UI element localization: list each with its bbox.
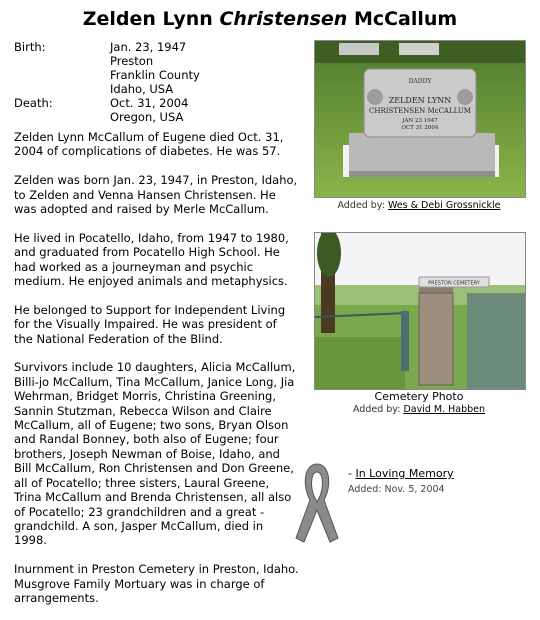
in-loving-memory-link[interactable]: In Loving Memory <box>355 467 454 480</box>
svg-text:OCT 31 2004: OCT 31 2004 <box>401 125 439 131</box>
page-title: Zelden Lynn Christensen McCallum <box>82 8 458 30</box>
photo1-contributor-link[interactable]: Wes & Debi Grossnickle <box>387 200 501 211</box>
cemetery-image <box>315 233 525 389</box>
bio-paragraph: Zelden Lynn McCallum of Eugene died Oct. 31, 2004 of complications of diabetes. He was 57. <box>14 130 284 159</box>
birth-county: Franklin County <box>110 68 200 82</box>
svg-text:CHRISTENSEN McCALLUM: CHRISTENSEN McCALLUM <box>369 107 471 115</box>
cemetery-photo[interactable] <box>314 232 526 390</box>
svg-text:DADDY: DADDY <box>408 78 432 85</box>
death-label: Death: <box>14 96 53 110</box>
death-date: Oct. 31, 2004 <box>110 96 189 110</box>
death-row <box>14 96 200 124</box>
birth-state: Idaho, USA <box>110 82 174 96</box>
headstone-photo[interactable] <box>314 40 526 198</box>
birth-label: Birth: <box>14 40 46 54</box>
birth-row <box>14 40 200 96</box>
bio-paragraph: He lived in Pocatello, Idaho, from 1947 to 1980, and graduated from Pocatello High School. He had worked as a journeyman and psychic medium. He enjoyed animals and metaphysics. <box>14 230 289 289</box>
photo2-title: Cemetery Photo <box>374 390 464 403</box>
bio-paragraph: Inurnment in Preston Cemetery in Preston, Idaho. Musgrove Family Mortuary was in charge of arrangements. <box>14 562 299 605</box>
birth-date: Jan. 23, 1947 <box>110 40 187 54</box>
death-place: Oregon, USA <box>110 110 184 124</box>
svg-text:JAN 23 1947: JAN 23 1947 <box>402 118 438 124</box>
vital-facts <box>14 40 200 124</box>
photo2-contributor-link[interactable]: David M. Habben <box>403 404 486 415</box>
memory-added-date: Added: Nov. 5, 2004 <box>348 484 445 495</box>
svg-text:PRESTON CEMETERY: PRESTON CEMETERY <box>428 280 480 287</box>
bio-paragraph: He belonged to Support for Independent Living for the Visually Impaired. He was president of the National Federation of the Blind. <box>14 302 286 346</box>
photo1-caption: Added by: Wes & Debi Grossnickle <box>337 200 501 211</box>
bio-paragraph: Survivors include 10 daughters, Alicia McCallum, Billi-jo McCallum, Tina McCallum, Janice Long, Jia Wehrman, Bridget Morris, Christina Greening, Sannin Stutzman, Rebecca Wilson and Claire McCallum, all of Eugene; two sons, Bryan Olson and Randal Bonney, both also of Eugene; four brothers, Joseph Newman of Boise, Idaho, and Bill McCallum, Ron Christensen and Don Greene, all of Pocatello; three sisters, Laural Greene, Trina McCallum and Brenda Christensen, all also of Pocatello; 23 grandchildren and a great -grandchild. A son, Jasper McCallum, died in 1998. <box>14 360 296 548</box>
memory-entry: - In Loving Memory Added: Nov. 5, 2004 <box>348 467 454 495</box>
biography <box>14 130 299 620</box>
headstone-image <box>315 41 525 197</box>
photo2-caption: Added by: David M. Habben <box>352 404 486 415</box>
bio-paragraph: Zelden was born Jan. 23, 1947, in Preston, Idaho, to Zelden and Venna Hansen Christensen. He was adopted and raised by Merle McCallum. <box>14 173 298 217</box>
svg-text:ZELDEN LYNN: ZELDEN LYNN <box>388 96 452 105</box>
birth-city: Preston <box>110 54 154 68</box>
awareness-ribbon-icon <box>292 458 342 544</box>
